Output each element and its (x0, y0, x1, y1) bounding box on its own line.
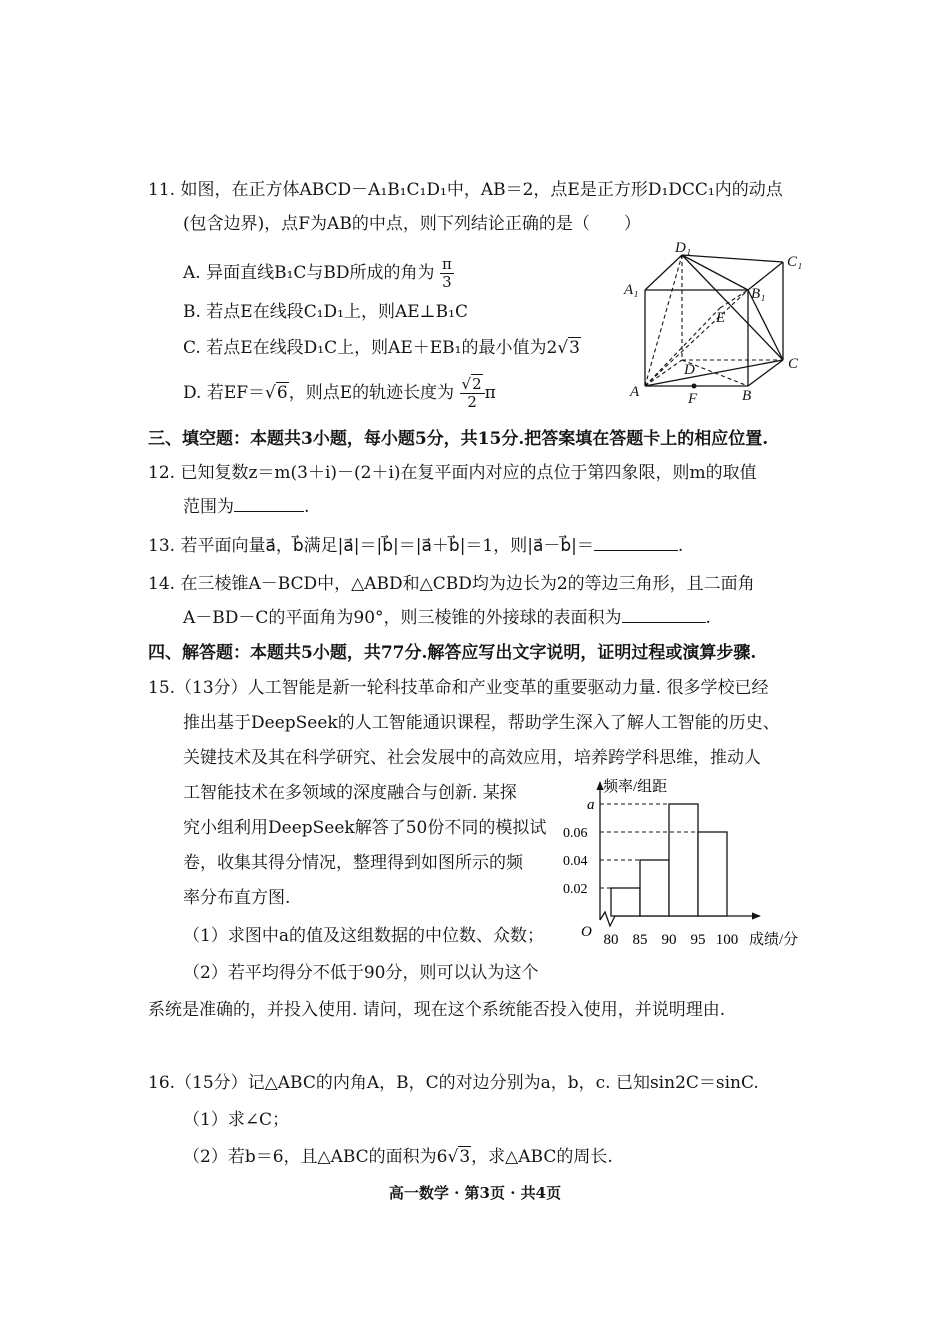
q16-part2-text: （2）若b＝6，且△ABC的面积为6 (183, 1147, 448, 1167)
q15-part2: （2）若平均得分不低于90分，则可以认为这个 (183, 963, 539, 983)
origin-label: O (581, 924, 592, 940)
q15-last-line: 系统是准确的，并投入使用. 请问，现在这个系统能否投入使用，并说明理由. (148, 1000, 726, 1020)
q14-line1: 14. 在三棱锥A－BCD中，△ABD和△CBD均为边长为2的等边三角形，且二面角 (148, 574, 755, 594)
q11-line1: 11. 如图，在正方体ABCD－A₁B₁C₁D₁中，AB＝2，点E是正方形D₁DCC₁内的动点 (148, 180, 783, 200)
q15-line6: 卷，收集其得分情况，整理得到如图所示的频 (183, 853, 523, 873)
label-b1: B₁ (751, 286, 766, 302)
sqrt-sign: √ (447, 1147, 459, 1167)
option-c-text: C. 若点E在线段D₁C上，则AE＋EB₁的最小值为2 (183, 338, 558, 358)
histogram-bar-85-90 (640, 860, 669, 916)
edge-d1c1 (682, 255, 783, 262)
q15-line5: 究小组利用DeepSeek解答了50份不同的模拟试 (183, 818, 547, 838)
fraction-pi-over-3 (440, 256, 454, 291)
q15-part1: （1）求图中a的值及这组数据的中位数、众数； (183, 926, 544, 946)
page-footer: 高一数学 · 第3页 · 共4页 (388, 1184, 562, 1202)
sqrt-sign: √ (265, 383, 276, 403)
q14-text: A－BD－C的平面角为90°，则三棱锥的外接球的表面积为 (183, 608, 622, 628)
frequency-histogram (555, 772, 815, 952)
label-e: E (716, 310, 726, 326)
x-axis-label: 成绩/分 (749, 932, 799, 948)
q16-part2-end: ，求△ABC的周长. (471, 1147, 613, 1167)
option-d-pi: π (484, 383, 496, 403)
q12-line2 (183, 495, 309, 519)
answer-blank (622, 606, 706, 623)
label-c1: C₁ (787, 254, 803, 270)
fraction-numerator: √2 (460, 376, 485, 394)
histogram-bar-95-100 (698, 832, 727, 916)
q11-option-c (183, 336, 581, 360)
hidden-segment-ab1 (645, 290, 748, 386)
q12-line1: 12. 已知复数z＝m(3＋i)－(2＋i)在复平面内对应的点位于第四象限，则m的取值 (148, 463, 757, 483)
q11-option-a (183, 256, 454, 291)
label-a1: A₁ (624, 282, 639, 298)
histogram-bar-90-95 (669, 804, 698, 916)
edge-a1d1 (645, 255, 682, 290)
q15-line1: 15.（13分）人工智能是新一轮科技革命和产业变革的重要驱动力量. 很多学校已经 (148, 678, 769, 698)
section-3-heading: 三、填空题：本题共3小题，每小题5分，共15分.把答案填在答题卡上的相应位置. (148, 429, 769, 449)
hidden-segment-ad1 (645, 255, 682, 386)
section-4-heading: 四、解答题：本题共5小题，共77分.解答应写出文字说明，证明过程或演算步骤. (148, 643, 757, 663)
sqrt-radicand: 6 (276, 383, 288, 403)
x-tick-label-85: 85 (632, 932, 648, 948)
fraction-numerator: π (441, 255, 452, 273)
label-d: D (684, 362, 695, 378)
q16-part1: （1）求∠C； (183, 1110, 290, 1130)
q11-option-d (183, 375, 496, 411)
segment-d1b1 (682, 255, 748, 290)
answer-blank (234, 495, 304, 512)
label-c: C (788, 356, 799, 372)
q14-line2 (183, 606, 711, 630)
q15-line4: 工智能技术在多领域的深度融合与创新. 某探 (183, 783, 517, 803)
sqrt-radicand: 3 (459, 1147, 471, 1167)
x-tick-label-100: 100 (715, 932, 739, 948)
q15-line7: 率分布直方图. (183, 888, 291, 908)
fraction-root2-over-2 (460, 376, 485, 411)
q13-text: 13. 若平面向量a⃗，b⃗满足|a⃗|＝|b⃗|＝|a⃗＋b⃗|＝1，则|a⃗－b⃗|＝ (148, 536, 594, 556)
fraction-denominator: 3 (442, 273, 452, 291)
sqrt-radicand: 3 (569, 338, 580, 358)
q12-text: 范围为 (183, 497, 234, 517)
y-tick-label-0.02: 0.02 (563, 882, 588, 897)
label-b: B (742, 388, 752, 404)
sqrt-sign: √ (557, 338, 569, 358)
q11-option-b: B. 若点E在线段C₁D₁上，则AE⊥B₁C (183, 302, 468, 322)
q16-part2 (183, 1145, 613, 1169)
label-f: F (688, 391, 698, 407)
x-tick-label-80: 80 (603, 932, 619, 948)
q13-period: . (677, 536, 684, 556)
cube-figure (620, 240, 815, 410)
label-a: A (630, 384, 640, 400)
y-tick-label-0.06: 0.06 (563, 826, 588, 841)
q13-line (148, 534, 683, 558)
option-d-mid: ，则点E的轨迹长度为 (288, 383, 455, 403)
answer-blank (594, 534, 678, 551)
q15-line2: 推出基于DeepSeek的人工智能通识课程，帮助学生深入了解人工智能的历史、 (183, 713, 780, 733)
y-tick-label-a: a (587, 797, 595, 813)
histogram-bar-80-85 (611, 888, 640, 916)
point-f (692, 384, 697, 389)
y-tick-label-0.04: 0.04 (563, 854, 588, 869)
fraction-denominator: 2 (467, 393, 477, 411)
q14-period: . (705, 608, 711, 628)
q15-line3: 关键技术及其在科学研究、社会发展中的高效应用，培养跨学科思维，推动人 (183, 748, 761, 768)
label-d1: D₁ (675, 240, 692, 256)
x-tick-label-90: 90 (661, 932, 677, 948)
q12-period: . (304, 497, 310, 517)
segment-d1c (682, 255, 783, 360)
x-tick-label-95: 95 (690, 932, 706, 948)
q11-line2: (包含边界)，点F为AB的中点，则下列结论正确的是（ ） (183, 214, 641, 234)
q16-line1: 16.（15分）记△ABC的内角A，B，C的对边分别为a，b，c. 已知sin2C＝sinC. (148, 1073, 759, 1093)
y-axis-label: 频率/组距 (603, 779, 668, 795)
option-a-text: A. 异面直线B₁C与BD所成的角为 (183, 263, 435, 283)
option-d-text: D. 若EF＝ (183, 383, 266, 403)
